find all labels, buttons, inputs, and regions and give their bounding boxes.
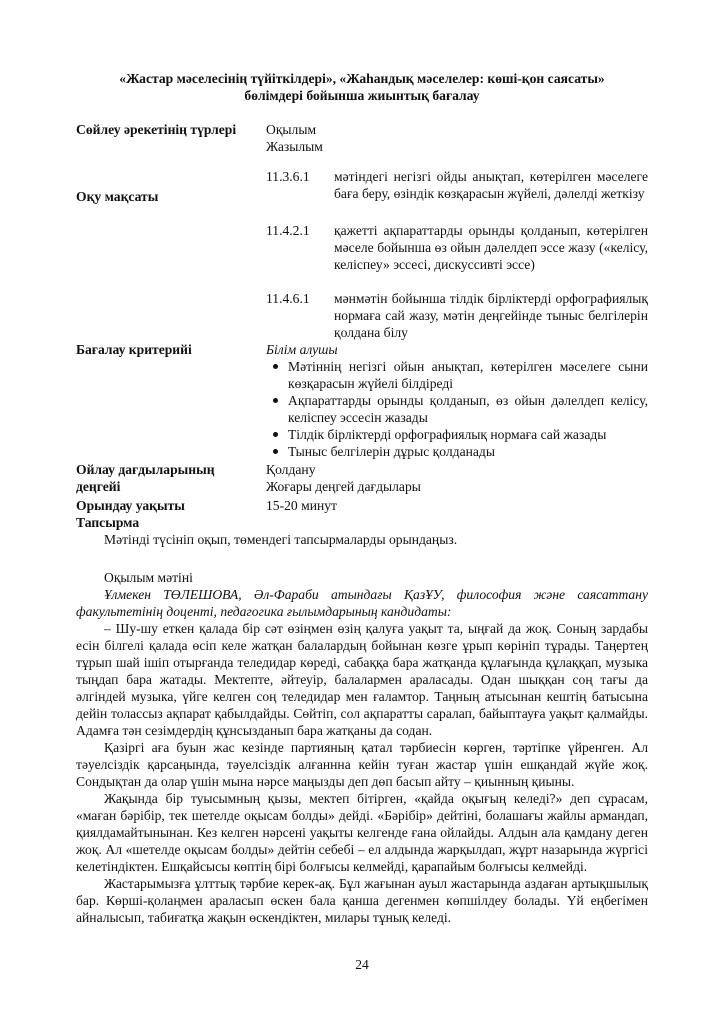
reading-paragraph: – Шу-шу еткен қалада бір сәт өзіңмен өзің қалуға уақыт та, ыңғай да жоқ. Соның зардабы есін білгелі қалада өсіп келе жатқан балалардың бойынан көзге ұрып көрініп тұрады. Таңертең тұрып шай ішіп отырғанда теледидар көреді, сабаққа бара жатқанда құлағында құлаққап, музыка тыңдап бара жатады. Мектепте, әйтеуір, балалармен араласады. Одан шыққан соң тағы да әлгіндей музыка, үйге келген соң теледидар мен ғаламтор. Таңның атысынан кештің батысына дейін толассыз ақпарат қабылдайды. Сөйтіп, сол ақпаратты саралап, байыптауға уақыт қалмайды. Адамға тән сезімдердің құнсызданып бара жатқаны да содан. xyxy=(76,621,648,738)
reading-paragraph: Жақында бір туысымның қызы, мектеп бітірген, «қайда оқығың келеді?» деп сұрасам, «маған бәрібір, тек шетелде оқысам болды» дейді. «Бәрібір» дейтіні, болашағы жайлы армандап, қиялдамайтынынан. Кез келген нәрсені уақыты келгенде ғана ойлайды. Алдын ала қамдану деген жоқ. Ал «шетелде оқысам болды» дейтін себебі – ел алдында жарқылдап, жұрт назарында жүргісі келетіндіктен. Ешқайсысы көптің бірі болғысы келмейді, қарапайым болғысы келмейді. xyxy=(76,791,648,874)
task-label: Тапсырма xyxy=(76,515,140,530)
list-item xyxy=(266,426,648,443)
criteria-list xyxy=(266,358,648,460)
bullet-icon xyxy=(273,432,278,437)
task-instruction-block xyxy=(76,531,648,548)
bullet-icon xyxy=(273,449,278,454)
list-item xyxy=(266,392,648,426)
criteria-item-text: Ақпараттарды орынды қолданып, өз ойын дәлелдеп келісу, келіспеу эссесін жазады xyxy=(288,393,648,425)
title-line-2: бөлімдері бойынша жиынтық бағалау xyxy=(244,88,480,103)
bullet-icon xyxy=(273,398,278,403)
thinking-level-item: Жоғары деңгей дағдылары xyxy=(266,479,421,494)
criteria-item-text: Мәтіннің негізгі ойын анықтап, көтерілген мәселеге сыни көзқарасын жүйелі білдіреді xyxy=(288,359,648,391)
task-instruction: Мәтінді түсініп оқып, төмендегі тапсырмаларды орындаңыз. xyxy=(104,532,458,547)
objective-text: мәтіндегі негізгі ойды анықтап, көтерілген мәселеге баға беру, өзіндік көзқарасын жүйелі, дәлелді жеткізу xyxy=(334,169,648,201)
reading-paragraph: Жастарымызға ұлттық тәрбие керек-ақ. Бұл жағынан ауыл жастарында аздаған артықшылық бар. Көрші-қолаңмен араласып өскен бала қанша дегенмен көпшілдеу болады. Үй еңбегімен айналысып, табиғатқа жақын өскендіктен, милары тұнық келеді. xyxy=(76,876,648,925)
reading-paragraph: Қазіргі аға буын жас кезінде партияның қатал тәрбиесін көрген, тәртіпке үйренген. Ал тәуелсіздік қарсаңында, тәуелсіздік алғаннна кейін туған жастар үшін ешқандай жүйе жоқ. Сондықтан да олар үшін мына нәрсе маңызды деп дөп басып айту – қиынның қиыны. xyxy=(76,740,648,789)
thinking-level-item: Қолдану xyxy=(266,462,316,477)
objective-text: мәнмәтін бойынша тілдік бірліктерді орфографиялық нормаға сай жазу, мәтін деңгейінде тыныс белгілерін қолдана білу xyxy=(334,291,648,340)
thinking-level-label: Ойлау дағдыларының деңгейі xyxy=(76,462,215,494)
list-item xyxy=(266,443,648,460)
criteria-item-text: Тілдік бірліктерді орфографиялық нормаға сай жазады xyxy=(288,427,607,442)
criteria-item-text: Тыныс белгілерін дұрыс қолданады xyxy=(288,444,495,459)
objective-text: қажетті ақпараттарды орынды қолданып, көтерілген мәселе бойынша өз ойын дәлелдеп эссе жазу («келісу, келіспеу» эссесі, дискуссивті эссе) xyxy=(334,223,648,272)
speech-activities-label: Сөйлеу әрекетінің түрлері xyxy=(76,122,237,137)
speech-activity-item: Жазылым xyxy=(266,139,323,154)
criteria-intro: Білім алушы xyxy=(266,342,338,357)
speech-activity-item: Оқылым xyxy=(266,122,317,137)
bullet-icon xyxy=(273,364,278,369)
title-line-1: «Жастар мәселесінің түйіткілдері», «Жаһандық мәселелер: көші-қон саясаты» xyxy=(119,71,605,86)
time-value: 15-20 минут xyxy=(266,498,338,513)
page-number: 24 xyxy=(355,957,369,972)
list-item xyxy=(266,358,648,392)
objective-code: 11.3.6.1 xyxy=(266,169,310,184)
learning-objectives-label: Оқу мақсаты xyxy=(76,189,159,204)
thinking-level-values xyxy=(266,461,648,495)
speech-activities-values xyxy=(266,121,648,155)
page-title xyxy=(76,70,648,104)
time-label: Орындау уақыты xyxy=(76,498,185,513)
objective-code: 11.4.6.1 xyxy=(266,291,310,306)
reading-heading: Оқылым мәтіні xyxy=(104,570,193,585)
reading-author: Ұлмекен ТӨЛЕШОВА, Әл-Фараби атындағы ҚазҰУ, философия және саясаттану факультетінің доценті, педагогика ғылымдарының кандидаты: xyxy=(76,587,648,619)
reading-section xyxy=(76,569,648,926)
criteria-label: Бағалау критерийі xyxy=(76,342,192,357)
objective-code: 11.4.2.1 xyxy=(266,223,310,238)
